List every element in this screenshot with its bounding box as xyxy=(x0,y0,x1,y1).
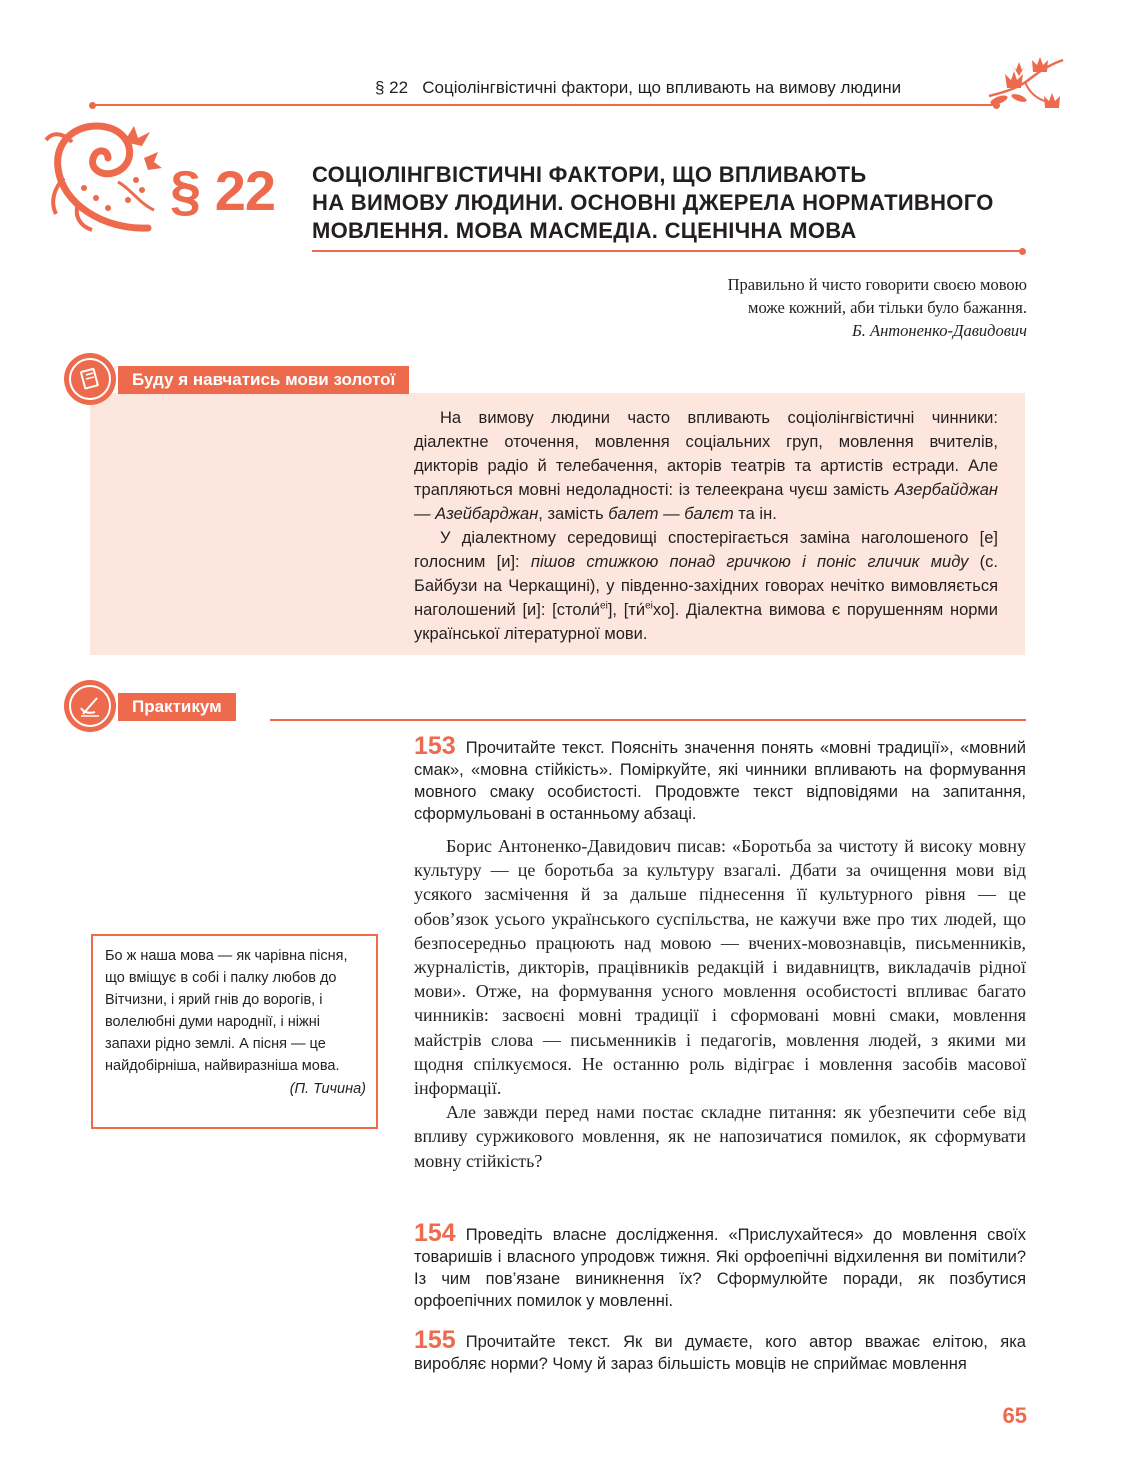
text-run: , замість xyxy=(538,505,609,523)
text-run: На вимову людини часто впливають соціолінгвістичні чинники: діалектне оточення, мовлення соціальних груп, мовлення вчителів, дикторів радіо й телебачення, акторів театрів та артистів естради. Але трапляються мовні недоладності: із телеекрана чуєш замість xyxy=(414,409,998,499)
theory-paragraph xyxy=(414,526,998,646)
section-title xyxy=(312,161,1032,245)
pen-hand-icon xyxy=(64,680,116,732)
theory-text xyxy=(414,406,998,646)
exercise-153 xyxy=(414,732,1026,825)
italic-example: пішов стижкою понад гричкою і поніс гличик миду xyxy=(530,553,969,571)
superscript: еі xyxy=(600,600,608,612)
exercise-number: 153 xyxy=(414,732,456,760)
exercise-155 xyxy=(414,1326,1026,1375)
section-title-line: МОВЛЕННЯ. МОВА МАСМЕДІА. СЦЕНІЧНА МОВА xyxy=(312,218,857,243)
running-head-title: Соціолінгвістичні фактори, що впливають на вимову людини xyxy=(422,78,902,97)
epigraph-line: може кожний, аби тільки було бажання. xyxy=(748,298,1027,317)
section-title-line: СОЦІОЛІНГВІСТИЧНІ ФАКТОРИ, ЩО ВПЛИВАЮТЬ xyxy=(312,162,867,187)
practice-rule xyxy=(270,719,1026,721)
exercise-number: 155 xyxy=(414,1326,456,1354)
text-run: та ін. xyxy=(733,505,777,523)
title-rule xyxy=(312,250,1022,252)
header-rule xyxy=(92,104,997,106)
text-run: хо]. Діалектна вимова є порушенням норми української літературної мови. xyxy=(414,601,998,643)
exercise-task: Проведіть власне дослідження. «Прислухайтеся» до мовлення своїх товаришів і власного упродовж тижня. Які орфоепічні відхилення ви помітили? Із чим пов’язане виникнення їх? Сформулюйте поради, як позбутися орфоепічних помилок у мовленні. xyxy=(414,1226,1026,1310)
reading-paragraph: Борис Антоненко-Давидович писав: «Боротьба за чистоту й високу мовну культуру — це боротьба за культуру взагалі. Дбати за очищення мови від усякого засмічення й за дальше піднесення її культурного рівня — це обов’язок усього українського суспільства, не кажучи вже про тих людей, що безпосередньо працюють над мовою — вчених-мовознавців, письменників, журналістів, дикторів, працівників редакцій і видавництв, викладачів рідної мови». Отже, на формування усного мовлення особистості впливає багато чинників: засвоєні мовні традиції і сформовані мовні смаки, мовлення майстрів слова — письменників і педагогів, мовлення людей, з якими ми щодня спілкуємося. Не останню роль відіграє і мовлення засобів масової інформації. xyxy=(414,836,1026,1099)
side-quote-text: Бо ж наша мова — як чарівна пісня, що вміщує в собі і палку любов до Вітчизни, і ярий гнів до ворогів, і волелюбні думи народнії, і ніжні запахи рідно землі. А пісня — це найдобірніша, найвиразніша мова. xyxy=(105,948,348,1074)
epigraph-line: Правильно й чисто говорити своєю мовою xyxy=(727,275,1027,294)
italic-example: Азербайджан — Азейбарджан xyxy=(414,481,998,523)
text-run: У діалектному середовищі спостерігається заміна наголошеного [е] голосним [и]: xyxy=(414,529,998,571)
page-number: 65 xyxy=(1002,1403,1027,1428)
exercise-task: Прочитайте текст. Як ви думаєте, кого автор вважає елітою, яка виробляє норми? Чому й зараз більшість мовців не сприймає мовлення xyxy=(414,1333,1026,1373)
floral-swirl-ornament-icon xyxy=(44,118,164,234)
running-head-section: § 22 xyxy=(375,78,409,97)
exercise-153-text xyxy=(414,834,1026,1173)
exercise-task: Прочитайте текст. Поясніть значення понять «мовні традиції», «мовний смак», «мовна стійкість». Поміркуйте, які чинники впливають на формування мовного смаку особистості. Продовжте текст відповідями на запитання, сформульовані в останньому абзаці. xyxy=(414,739,1026,823)
rubric-label-theory: Буду я навчатись мови золотої xyxy=(118,366,409,394)
exercise-154 xyxy=(414,1219,1026,1312)
italic-example: балет — балєт xyxy=(608,505,734,523)
epigraph-author: Б. Антоненко-Давидович xyxy=(852,321,1027,340)
side-quote-source: (П. Тичина) xyxy=(289,1081,366,1097)
theory-paragraph xyxy=(414,406,998,526)
rubric-label-practice: Практикум xyxy=(118,693,236,721)
running-head xyxy=(375,78,901,98)
book-icon xyxy=(64,353,116,405)
reading-paragraph: Але завжди перед нами постає складне питання: як убезпечити себе від впливу суржикового мовлення, як не напозичатися помилок, як сформувати мовну стійкість? xyxy=(414,1102,1026,1171)
section-title-line: НА ВИМОВУ ЛЮДИНИ. ОСНОВНІ ДЖЕРЕЛА НОРМАТИВНОГО xyxy=(312,190,994,215)
text-run: ], [ти́ xyxy=(607,601,646,619)
section-number: § 22 xyxy=(170,159,275,222)
text-run: (с. Байбузи на Черкащині), у південно-західних говорах нечітко вимовляється наголошений [и]: [столи́ xyxy=(414,553,998,619)
epigraph xyxy=(728,273,1027,342)
superscript: еі xyxy=(645,600,653,612)
side-quote-box xyxy=(91,934,378,1129)
exercise-number: 154 xyxy=(414,1219,456,1247)
floral-ornament-icon xyxy=(985,52,1067,116)
